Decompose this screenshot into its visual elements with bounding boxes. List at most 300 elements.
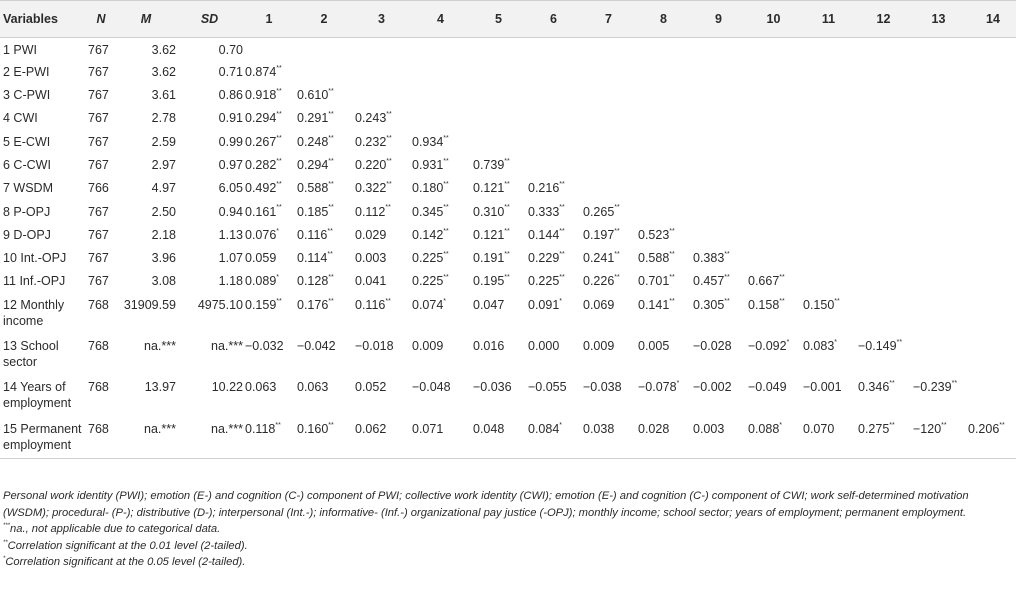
correlation-cell bbox=[746, 177, 801, 200]
table-row bbox=[0, 335, 1016, 376]
correlation-cell bbox=[581, 154, 636, 177]
correlation-value: 0.005 bbox=[638, 339, 670, 354]
sd-cell: 0.70 bbox=[218, 43, 243, 57]
correlation-cell bbox=[295, 201, 353, 224]
correlation-value: 0.141 bbox=[638, 297, 670, 312]
significance-marker: ** bbox=[559, 227, 565, 235]
correlation-value: −0.001 bbox=[803, 380, 842, 395]
correlation-cell bbox=[801, 224, 856, 247]
correlation-cell bbox=[410, 107, 471, 130]
correlation-cell bbox=[353, 61, 410, 84]
correlation-cell bbox=[966, 154, 1016, 177]
correlation-value: 0.063 bbox=[245, 380, 277, 395]
correlation-value: −0.028 bbox=[693, 339, 732, 354]
correlation-value: 0.383 bbox=[693, 251, 725, 266]
correlation-value: 0.248 bbox=[297, 134, 329, 149]
correlation-value: −0.149 bbox=[858, 339, 897, 354]
footnote-text: Personal work identity (PWI); emotion (E-) and cognition (C-) component of PWI; collective work identity (CWI); emotion (E-) and cognition (C-) component of CWI; work self-determined motivation (WSDM); procedural- (P-); distributive (D-); interpersonal (Int.-); informative- (Inf.-) organizational pay justice (-OPJ); monthly income; school sector; years of employment; permanent employment. bbox=[3, 490, 969, 519]
correlation-value: 0.333 bbox=[528, 204, 560, 219]
significance-marker: ** bbox=[669, 227, 675, 235]
correlation-cell bbox=[295, 294, 353, 335]
correlation-value: −0.049 bbox=[748, 380, 787, 395]
variable-label: 15 Permanent employment bbox=[3, 421, 82, 452]
correlation-value: 0.294 bbox=[297, 157, 329, 172]
correlation-cell bbox=[243, 131, 295, 154]
significance-marker: ** bbox=[386, 134, 392, 142]
correlation-cell bbox=[471, 84, 526, 107]
sample-size-cell: 767 bbox=[88, 111, 109, 126]
correlation-value: 0.701 bbox=[638, 274, 670, 289]
mean-cell: 3.08 bbox=[151, 274, 176, 289]
correlation-value: 0.265 bbox=[583, 204, 615, 219]
correlation-value: −0.002 bbox=[693, 380, 732, 395]
correlation-cell bbox=[581, 224, 636, 247]
significance-marker: ** bbox=[889, 380, 895, 388]
correlation-cell bbox=[581, 131, 636, 154]
header-variables: Variables bbox=[3, 12, 58, 26]
correlation-value: 0.225 bbox=[412, 251, 444, 266]
significance-marker: ** bbox=[779, 297, 785, 305]
correlation-cell bbox=[746, 84, 801, 107]
correlation-cell bbox=[856, 294, 911, 335]
correlation-cell bbox=[911, 131, 966, 154]
correlation-cell bbox=[966, 201, 1016, 224]
significance-marker: ** bbox=[779, 274, 785, 282]
correlation-cell bbox=[746, 131, 801, 154]
correlation-value: 0.112 bbox=[355, 204, 386, 219]
correlation-value: 0.931 bbox=[412, 157, 444, 172]
significance-marker: ** bbox=[385, 204, 391, 212]
sample-size-cell: 767 bbox=[88, 274, 109, 289]
correlation-value: 0.003 bbox=[355, 251, 387, 266]
correlation-value: 0.191 bbox=[473, 251, 505, 266]
significance-marker: ** bbox=[724, 274, 730, 282]
significance-marker: ** bbox=[327, 227, 333, 235]
mean-cell: 3.62 bbox=[151, 64, 176, 79]
correlation-cell bbox=[410, 376, 471, 417]
correlation-cell bbox=[581, 84, 636, 107]
correlation-cell bbox=[746, 376, 801, 417]
significance-marker: ** bbox=[276, 157, 282, 165]
correlation-cell bbox=[410, 154, 471, 177]
correlation-value: 0.457 bbox=[693, 274, 725, 289]
header-col-9: 9 bbox=[715, 12, 722, 26]
correlation-cell bbox=[856, 201, 911, 224]
correlation-cell bbox=[691, 270, 746, 293]
significance-marker: * bbox=[676, 380, 680, 388]
correlation-cell bbox=[856, 224, 911, 247]
significance-marker: ** bbox=[941, 421, 947, 429]
correlation-value: 0.003 bbox=[693, 421, 725, 436]
correlation-value: 0.267 bbox=[245, 134, 277, 149]
significance-marker: ** bbox=[276, 87, 282, 95]
correlation-cell bbox=[911, 107, 966, 130]
correlation-cell bbox=[581, 335, 636, 376]
significance-marker: ** bbox=[386, 111, 392, 119]
significance-marker: * bbox=[786, 338, 790, 346]
correlation-cell bbox=[353, 224, 410, 247]
correlation-cell bbox=[526, 418, 581, 459]
significance-marker: ** bbox=[669, 297, 675, 305]
variable-label: 6 C-CWI bbox=[3, 157, 51, 172]
sd-cell: 1.07 bbox=[218, 251, 243, 266]
significance-marker: ** bbox=[276, 64, 282, 72]
correlation-cell bbox=[581, 270, 636, 293]
variable-label: 1 PWI bbox=[3, 43, 38, 57]
footnote-marker: * bbox=[3, 556, 6, 563]
correlation-value: 0.229 bbox=[528, 251, 560, 266]
correlation-value: 0.069 bbox=[583, 297, 615, 312]
correlation-cell bbox=[746, 270, 801, 293]
significance-marker: ** bbox=[443, 204, 449, 212]
table-row bbox=[0, 38, 1016, 61]
correlation-value: 0.074 bbox=[412, 297, 444, 312]
correlation-cell bbox=[295, 270, 353, 293]
correlation-cell bbox=[353, 177, 410, 200]
mean-cell: 3.61 bbox=[151, 88, 176, 103]
significance-marker: ** bbox=[724, 297, 730, 305]
correlation-value: 0.121 bbox=[473, 227, 505, 242]
correlation-cell bbox=[691, 61, 746, 84]
significance-marker: ** bbox=[504, 157, 510, 165]
variable-label: 4 CWI bbox=[3, 111, 38, 126]
table-row bbox=[0, 376, 1016, 417]
correlation-cell bbox=[911, 270, 966, 293]
correlation-cell bbox=[636, 294, 691, 335]
correlation-cell bbox=[243, 224, 295, 247]
sd-cell: na.*** bbox=[211, 421, 243, 436]
correlation-cell bbox=[471, 107, 526, 130]
sd-cell: 1.13 bbox=[218, 227, 243, 242]
correlation-cell bbox=[471, 131, 526, 154]
correlation-value: 0.275 bbox=[858, 421, 890, 436]
table-row bbox=[0, 247, 1016, 270]
footnote-marker: *** bbox=[3, 523, 11, 530]
correlation-cell bbox=[691, 294, 746, 335]
correlation-value: −120 bbox=[913, 421, 942, 436]
correlation-value: 0.176 bbox=[297, 297, 329, 312]
correlation-cell bbox=[471, 418, 526, 459]
correlation-cell bbox=[691, 247, 746, 270]
correlation-cell bbox=[295, 177, 353, 200]
mean-cell: 4.97 bbox=[151, 181, 176, 196]
correlation-cell bbox=[801, 335, 856, 376]
correlation-cell bbox=[801, 107, 856, 130]
correlation-cell bbox=[966, 131, 1016, 154]
correlation-value: 0.346 bbox=[858, 380, 890, 395]
significance-marker: * bbox=[559, 297, 563, 305]
significance-marker: ** bbox=[889, 421, 895, 429]
sample-size-cell: 767 bbox=[88, 43, 109, 57]
correlation-value: 0.116 bbox=[355, 297, 386, 312]
correlation-cell bbox=[581, 177, 636, 200]
significance-marker: ** bbox=[443, 134, 449, 142]
header-col-10: 10 bbox=[766, 12, 781, 26]
correlation-cell bbox=[856, 376, 911, 417]
correlation-value: 0.180 bbox=[412, 181, 444, 196]
significance-marker: ** bbox=[559, 204, 565, 212]
correlation-cell bbox=[746, 107, 801, 130]
significance-marker: * bbox=[834, 338, 838, 346]
significance-marker: ** bbox=[559, 274, 565, 282]
significance-marker: ** bbox=[614, 204, 620, 212]
correlation-cell bbox=[353, 84, 410, 107]
correlation-cell bbox=[636, 335, 691, 376]
correlation-value: 0.142 bbox=[412, 227, 444, 242]
mean-cell: na.*** bbox=[144, 339, 176, 354]
header-sd: SD bbox=[200, 12, 219, 26]
sample-size-cell: 768 bbox=[88, 339, 109, 354]
correlation-cell bbox=[526, 38, 581, 61]
variable-label: 5 E-CWI bbox=[3, 134, 51, 149]
variable-label: 12 Monthly income bbox=[3, 297, 65, 328]
correlation-cell bbox=[636, 84, 691, 107]
correlation-cell bbox=[856, 418, 911, 459]
correlation-cell bbox=[856, 61, 911, 84]
correlation-cell bbox=[636, 418, 691, 459]
correlation-cell bbox=[471, 177, 526, 200]
header-col-14: 14 bbox=[986, 12, 1000, 26]
mean-cell: 2.59 bbox=[151, 134, 176, 149]
correlation-value: 0.282 bbox=[245, 157, 277, 172]
mean-cell: 31909.59 bbox=[123, 297, 176, 312]
significance-marker: ** bbox=[504, 274, 510, 282]
correlation-value: 0.052 bbox=[355, 380, 387, 395]
significance-marker: ** bbox=[276, 134, 282, 142]
header-row bbox=[0, 1, 1016, 38]
correlation-cell bbox=[801, 84, 856, 107]
significance-marker: ** bbox=[504, 204, 510, 212]
significance-marker: * bbox=[276, 227, 280, 235]
sample-size-cell: 767 bbox=[88, 251, 109, 266]
correlation-value: 0.062 bbox=[355, 421, 387, 436]
correlation-cell bbox=[911, 247, 966, 270]
correlation-cell bbox=[410, 201, 471, 224]
correlation-cell bbox=[966, 335, 1016, 376]
correlation-cell bbox=[295, 335, 353, 376]
correlation-cell bbox=[410, 335, 471, 376]
correlation-cell bbox=[856, 247, 911, 270]
correlation-value: 0.345 bbox=[412, 204, 444, 219]
table-row bbox=[0, 201, 1016, 224]
correlation-cell bbox=[966, 177, 1016, 200]
correlation-cell bbox=[856, 84, 911, 107]
correlation-cell bbox=[911, 376, 966, 417]
correlation-cell bbox=[746, 201, 801, 224]
header-col-12: 12 bbox=[876, 12, 891, 26]
correlation-cell bbox=[691, 38, 746, 61]
correlation-value: 0.009 bbox=[412, 339, 444, 354]
significance-marker: ** bbox=[276, 204, 282, 212]
significance-marker: ** bbox=[276, 111, 282, 119]
correlation-value: 0.197 bbox=[583, 227, 615, 242]
sample-size-cell: 767 bbox=[88, 204, 109, 219]
correlation-cell bbox=[526, 177, 581, 200]
correlation-value: 0.294 bbox=[245, 111, 277, 126]
correlation-cell bbox=[966, 107, 1016, 130]
correlation-cell bbox=[243, 294, 295, 335]
correlation-cell bbox=[801, 177, 856, 200]
sample-size-cell: 767 bbox=[88, 64, 109, 79]
significance-marker: ** bbox=[504, 227, 510, 235]
correlation-cell bbox=[636, 131, 691, 154]
correlation-cell bbox=[410, 224, 471, 247]
correlation-cell bbox=[295, 107, 353, 130]
significance-marker: ** bbox=[669, 251, 675, 259]
correlation-cell bbox=[410, 38, 471, 61]
correlation-value: 0.038 bbox=[583, 421, 615, 436]
correlation-value: 0.118 bbox=[245, 421, 276, 436]
sd-cell: 6.05 bbox=[218, 181, 243, 196]
correlation-cell bbox=[526, 335, 581, 376]
variable-label: 13 School sector bbox=[3, 339, 59, 370]
correlation-value: 0.121 bbox=[473, 181, 505, 196]
correlation-cell bbox=[691, 131, 746, 154]
correlation-cell bbox=[295, 224, 353, 247]
correlation-value: 0.216 bbox=[528, 181, 560, 196]
correlation-cell bbox=[581, 247, 636, 270]
footnote bbox=[3, 521, 1015, 538]
correlation-cell bbox=[243, 107, 295, 130]
sd-cell: 0.94 bbox=[218, 204, 243, 219]
correlation-value: 0.739 bbox=[473, 157, 505, 172]
correlation-cell bbox=[636, 154, 691, 177]
correlation-cell bbox=[966, 84, 1016, 107]
correlation-cell bbox=[801, 201, 856, 224]
correlation-cell bbox=[911, 418, 966, 459]
significance-marker: ** bbox=[328, 297, 334, 305]
significance-marker: ** bbox=[328, 204, 334, 212]
correlation-value: 0.000 bbox=[528, 339, 560, 354]
correlation-cell bbox=[911, 224, 966, 247]
correlation-cell bbox=[353, 294, 410, 335]
correlation-value: 0.226 bbox=[583, 274, 615, 289]
correlation-cell bbox=[801, 376, 856, 417]
table-row bbox=[0, 107, 1016, 130]
significance-marker: ** bbox=[386, 181, 392, 189]
significance-marker: ** bbox=[328, 111, 334, 119]
significance-marker: ** bbox=[328, 157, 334, 165]
correlation-value: 0.116 bbox=[297, 227, 328, 242]
correlation-value: 0.159 bbox=[245, 297, 277, 312]
correlation-cell bbox=[636, 270, 691, 293]
correlation-cell bbox=[471, 38, 526, 61]
correlation-cell bbox=[636, 38, 691, 61]
mean-cell: 2.97 bbox=[151, 157, 176, 172]
correlation-value: 0.225 bbox=[528, 274, 560, 289]
correlation-cell bbox=[526, 154, 581, 177]
mean-cell: 13.97 bbox=[144, 380, 176, 395]
correlation-cell bbox=[636, 177, 691, 200]
significance-marker: ** bbox=[834, 297, 840, 305]
table-row bbox=[0, 131, 1016, 154]
correlation-value: 0.084 bbox=[528, 421, 560, 436]
correlation-cell bbox=[295, 154, 353, 177]
significance-marker: ** bbox=[559, 251, 565, 259]
correlation-cell bbox=[410, 177, 471, 200]
correlation-cell bbox=[353, 376, 410, 417]
correlation-cell bbox=[801, 154, 856, 177]
correlation-cell bbox=[526, 247, 581, 270]
correlation-cell bbox=[581, 61, 636, 84]
table-body bbox=[0, 38, 1016, 459]
significance-marker: ** bbox=[443, 274, 449, 282]
table-row bbox=[0, 154, 1016, 177]
correlation-value: 0.610 bbox=[297, 88, 329, 103]
correlation-cell bbox=[243, 418, 295, 459]
correlation-value: 0.305 bbox=[693, 297, 725, 312]
correlation-value: 0.150 bbox=[803, 297, 835, 312]
sample-size-cell: 768 bbox=[88, 380, 109, 395]
correlation-cell bbox=[636, 247, 691, 270]
correlation-cell bbox=[636, 61, 691, 84]
correlation-cell bbox=[581, 294, 636, 335]
correlation-value: 0.091 bbox=[528, 297, 560, 312]
mean-cell: 2.18 bbox=[151, 227, 176, 242]
sd-cell: 1.18 bbox=[218, 274, 243, 289]
significance-marker: ** bbox=[328, 134, 334, 142]
correlation-cell bbox=[691, 107, 746, 130]
correlation-cell bbox=[526, 107, 581, 130]
correlation-cell bbox=[410, 247, 471, 270]
correlation-value: 0.241 bbox=[583, 251, 615, 266]
mean-cell: 3.96 bbox=[151, 251, 176, 266]
sd-cell: 10.22 bbox=[211, 380, 243, 395]
footnote bbox=[3, 488, 1015, 521]
correlation-cell bbox=[636, 376, 691, 417]
table-row bbox=[0, 270, 1016, 293]
correlation-value: 0.114 bbox=[297, 251, 328, 266]
sample-size-cell: 767 bbox=[88, 157, 109, 172]
correlation-value: 0.195 bbox=[473, 274, 505, 289]
correlation-cell bbox=[966, 247, 1016, 270]
correlation-cell bbox=[471, 154, 526, 177]
correlation-value: 0.016 bbox=[473, 339, 505, 354]
correlation-cell bbox=[801, 38, 856, 61]
correlation-cell bbox=[746, 247, 801, 270]
correlation-cell bbox=[911, 201, 966, 224]
correlation-cell bbox=[526, 270, 581, 293]
variable-label: 11 Inf.-OPJ bbox=[3, 274, 66, 289]
correlation-value: 0.243 bbox=[355, 111, 387, 126]
correlation-cell bbox=[295, 418, 353, 459]
correlation-cell bbox=[911, 294, 966, 335]
correlation-value: −0.038 bbox=[583, 380, 622, 395]
correlation-cell bbox=[581, 107, 636, 130]
significance-marker: * bbox=[779, 421, 783, 429]
correlation-cell bbox=[911, 335, 966, 376]
sd-cell: 4975.10 bbox=[197, 297, 243, 312]
significance-marker: ** bbox=[443, 157, 449, 165]
significance-marker: ** bbox=[443, 227, 449, 235]
correlation-value: 0.232 bbox=[355, 134, 387, 149]
correlation-value: 0.220 bbox=[355, 157, 387, 172]
correlation-cell bbox=[353, 154, 410, 177]
correlation-cell bbox=[526, 224, 581, 247]
correlation-cell bbox=[691, 224, 746, 247]
correlation-cell bbox=[471, 270, 526, 293]
correlation-cell bbox=[295, 84, 353, 107]
mean-cell: 3.62 bbox=[151, 43, 176, 57]
sd-cell: 0.71 bbox=[218, 64, 243, 79]
variable-label: 9 D-OPJ bbox=[3, 227, 51, 242]
correlation-cell bbox=[691, 201, 746, 224]
correlation-value: 0.071 bbox=[412, 421, 444, 436]
correlation-cell bbox=[243, 376, 295, 417]
correlation-value: 0.492 bbox=[245, 181, 277, 196]
significance-marker: ** bbox=[724, 251, 730, 259]
correlation-value: 0.029 bbox=[355, 227, 387, 242]
